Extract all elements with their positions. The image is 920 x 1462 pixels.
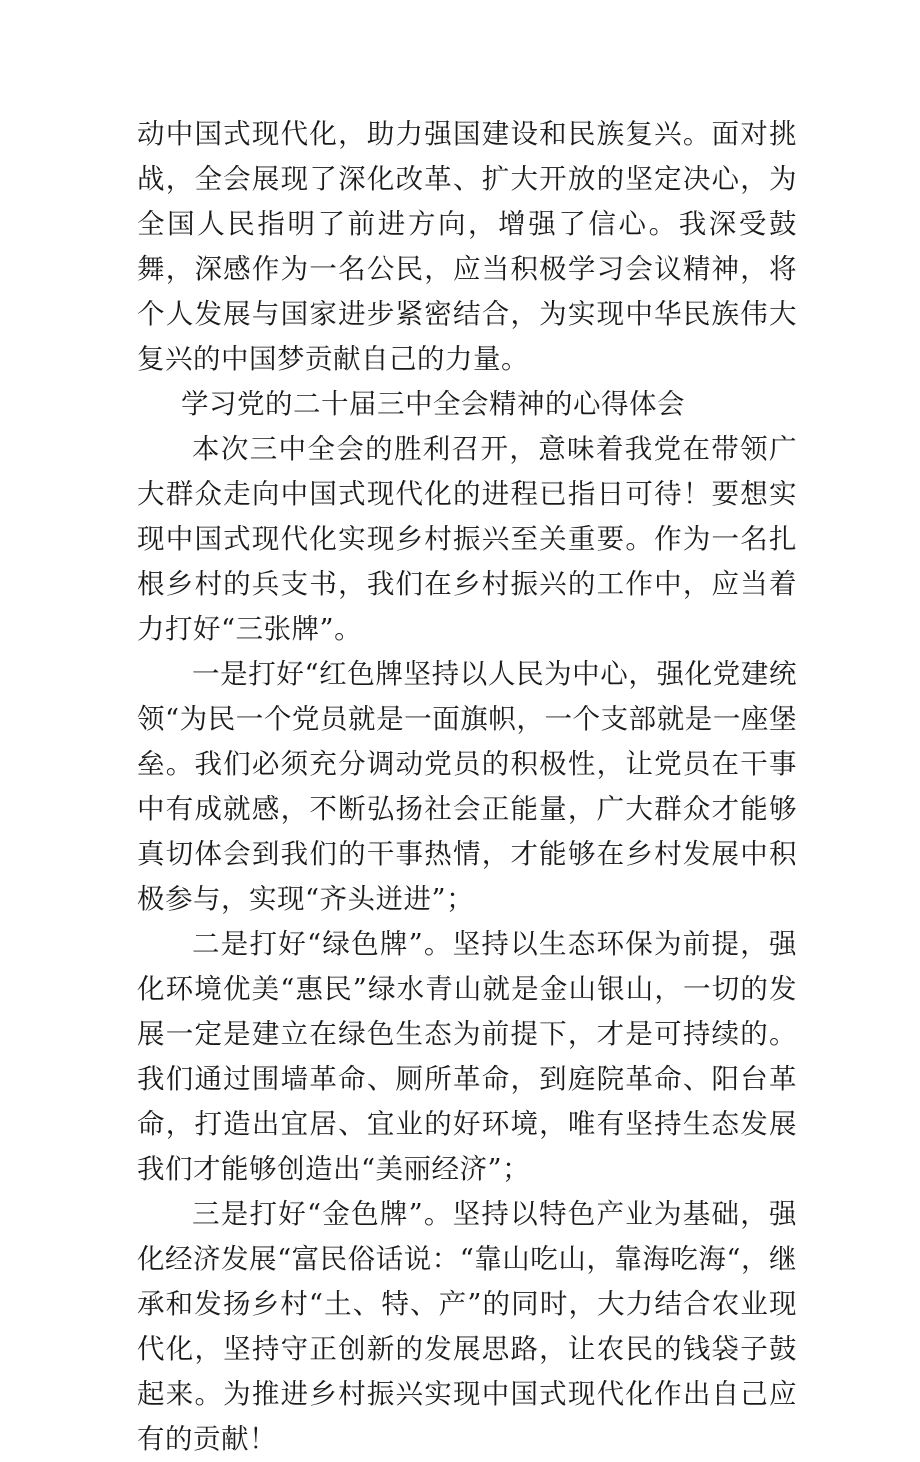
paragraph-intro-end: 动中国式现代化，助力强国建设和民族复兴。面对挑战，全会展现了深化改革、扩大开放的坚定决心，为全国人民指明了前进方向，增强了信心。我深受鼓舞，深感作为一名公民，应当积极学习会议精神，将个人发展与国家进步紧密结合，为实现中华民族伟大复兴的中国梦贡献自己的力量。 <box>137 118 797 375</box>
document-body <box>137 112 797 1462</box>
paragraph-point-three: 三是打好“金色牌”。坚持以特色产业为基础，强化经济发展“富民俗话说：“靠山吃山，靠海吃海“，继承和发扬乡村“土、特、产”的同时，大力结合农业现代化，坚持守正创新的发展思路，让农民的钱袋子鼓起来。为推进乡村振兴实现中国式现代化作出自己应有的贡献！ <box>137 1198 797 1455</box>
section-title: 学习党的二十届三中全会精神的心得体会 <box>181 388 685 420</box>
paragraph-point-two: 二是打好“绿色牌”。坚持以生态环保为前提，强化环境优美“惠民”绿水青山就是金山银山，一切的发展一定是建立在绿色生态为前提下，才是可持续的。我们通过围墙革命、厕所革命，到庭院革命、阳台革命，打造出宜居、宜业的好环境，唯有坚持生态发展我们才能够创造出“美丽经济”； <box>137 928 797 1185</box>
paragraph-point-one: 一是打好“红色牌坚持以人民为中心，强化党建统领“为民一个党员就是一面旗帜，一个支部就是一座堡垒。我们必须充分调动党员的积极性，让党员在干事中有成就感，不断弘扬社会正能量，广大群众才能够真切体会到我们的干事热情，才能够在乡村发展中积极参与，实现“齐头迸进”； <box>137 658 797 915</box>
paragraph-opening: 本次三中全会的胜利召开，意味着我党在带领广大群众走向中国式现代化的进程已指日可待！要想实现中国式现代化实现乡村振兴至关重要。作为一名扎根乡村的兵支书，我们在乡村振兴的工作中，应当着力打好“三张牌”。 <box>137 433 797 645</box>
